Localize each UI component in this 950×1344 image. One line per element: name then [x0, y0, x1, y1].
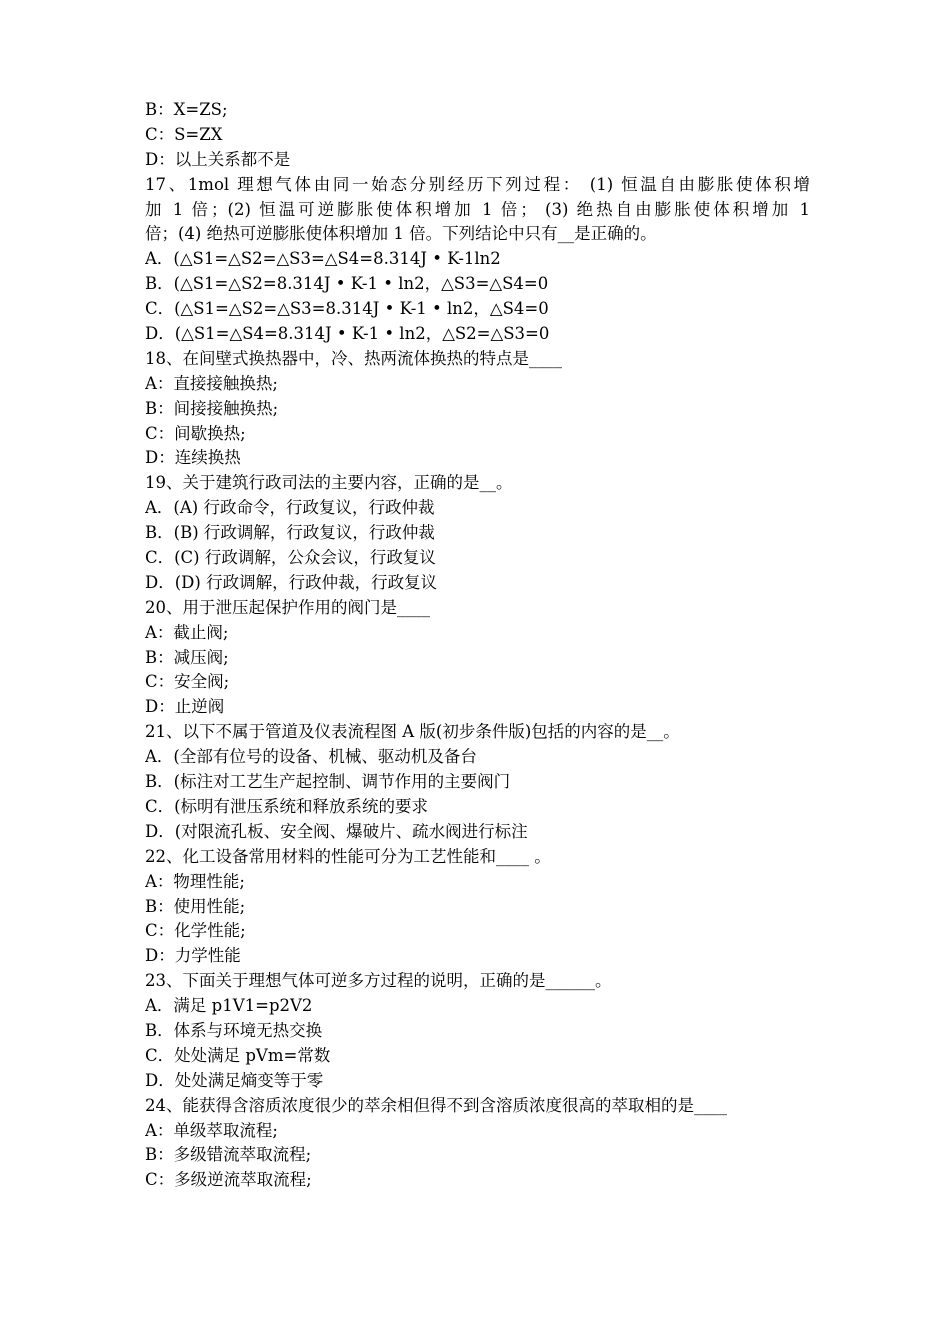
- text-line: B．体系与环境无热交换: [145, 1020, 323, 1040]
- text-line: C：化学性能;: [145, 921, 246, 941]
- text-line: B．(B) 行政调解，行政复议，行政仲裁: [145, 523, 435, 543]
- text-line: A：截止阀;: [145, 622, 229, 642]
- text-line: D．(D) 行政调解，行政仲裁，行政复议: [145, 572, 438, 592]
- text-line: A．满足 p1V1=p2V2: [145, 996, 313, 1016]
- text-line: D：止逆阀: [145, 697, 225, 717]
- text-line: D．(△S1=△S4=8.314J • K-1 • ln2，△S2=△S3=0: [145, 324, 550, 344]
- text-line: D．(对限流孔板、安全阀、爆破片、疏水阀进行标注: [145, 821, 528, 841]
- text-line: B：使用性能;: [145, 896, 246, 916]
- text-line: C．(C) 行政调解，公众会议，行政复议: [145, 548, 436, 568]
- text-line: A．(A) 行政命令，行政复议，行政仲裁: [145, 498, 435, 518]
- text-line: B：X=ZS;: [145, 100, 228, 119]
- text-line: 19、关于建筑行政司法的主要内容，正确的是__。: [145, 473, 513, 493]
- text-line: C．(标明有泄压系统和释放系统的要求: [145, 796, 429, 816]
- text-line: 24、能获得含溶质浓度很少的萃余相但得不到含溶质浓度很高的萃取相的是____: [145, 1095, 727, 1115]
- text-line: 20、用于泄压起保护作用的阀门是____: [145, 597, 430, 617]
- text-line: B．(标注对工艺生产起控制、调节作用的主要阀门: [145, 772, 511, 792]
- text-line: A：单级萃取流程;: [145, 1120, 278, 1140]
- text-line: B：减压阀;: [145, 647, 229, 667]
- text-line: A．(△S1=△S2=△S3=△S4=8.314J • K-1ln2: [145, 249, 501, 269]
- text-line: B：多级错流萃取流程;: [145, 1145, 312, 1165]
- text-line: 18、在间壁式换热器中，冷、热两流体换热的特点是____: [145, 348, 562, 368]
- text-line: 23、下面关于理想气体可逆多方过程的说明，正确的是______。: [145, 971, 612, 991]
- text-line: 倍；(4) 绝热可逆膨胀使体积增加 1 倍。下列结论中只有__是正确的。: [145, 224, 657, 244]
- text-line: C：间歇换热;: [145, 423, 246, 443]
- text-line: 17、1mol 理想气体由同一始态分别经历下列过程： (1) 恒温自由膨胀使体积增: [145, 174, 810, 194]
- text-line: C．(△S1=△S2=△S3=8.314J • K-1 • ln2，△S4=0: [145, 299, 549, 319]
- text-line: A．(全部有位号的设备、机械、驱动机及备台: [145, 747, 477, 767]
- text-line: 21、以下不属于管道及仪表流程图 A 版(初步条件版)包括的内容的是__。: [145, 722, 680, 742]
- text-line: C．处处满足 pVm=常数: [145, 1045, 331, 1065]
- text-line: 加 1 倍；(2) 恒温可逆膨胀使体积增加 1 倍； (3) 绝热自由膨胀使体积增加 1: [145, 199, 810, 219]
- text-line: D：以上关系都不是: [145, 149, 291, 169]
- text-line: B．(△S1=△S2=8.314J • K-1 • ln2，△S3=△S4=0: [145, 274, 549, 294]
- document-body: [145, 98, 810, 1193]
- text-line: A：物理性能;: [145, 871, 245, 891]
- text-line: D：力学性能: [145, 946, 241, 966]
- text-line: C：安全阀;: [145, 672, 230, 692]
- text-line: A：直接接触换热;: [145, 373, 278, 393]
- text-line: B：间接接触换热;: [145, 398, 279, 418]
- text-line: C：多级逆流萃取流程;: [145, 1170, 312, 1190]
- text-line: 22、化工设备常用材料的性能可分为工艺性能和____ 。: [145, 846, 551, 866]
- text-line: C：S=ZX: [145, 124, 223, 144]
- text-line: D．处处满足熵变等于零: [145, 1070, 324, 1090]
- text-line: D：连续换热: [145, 448, 241, 468]
